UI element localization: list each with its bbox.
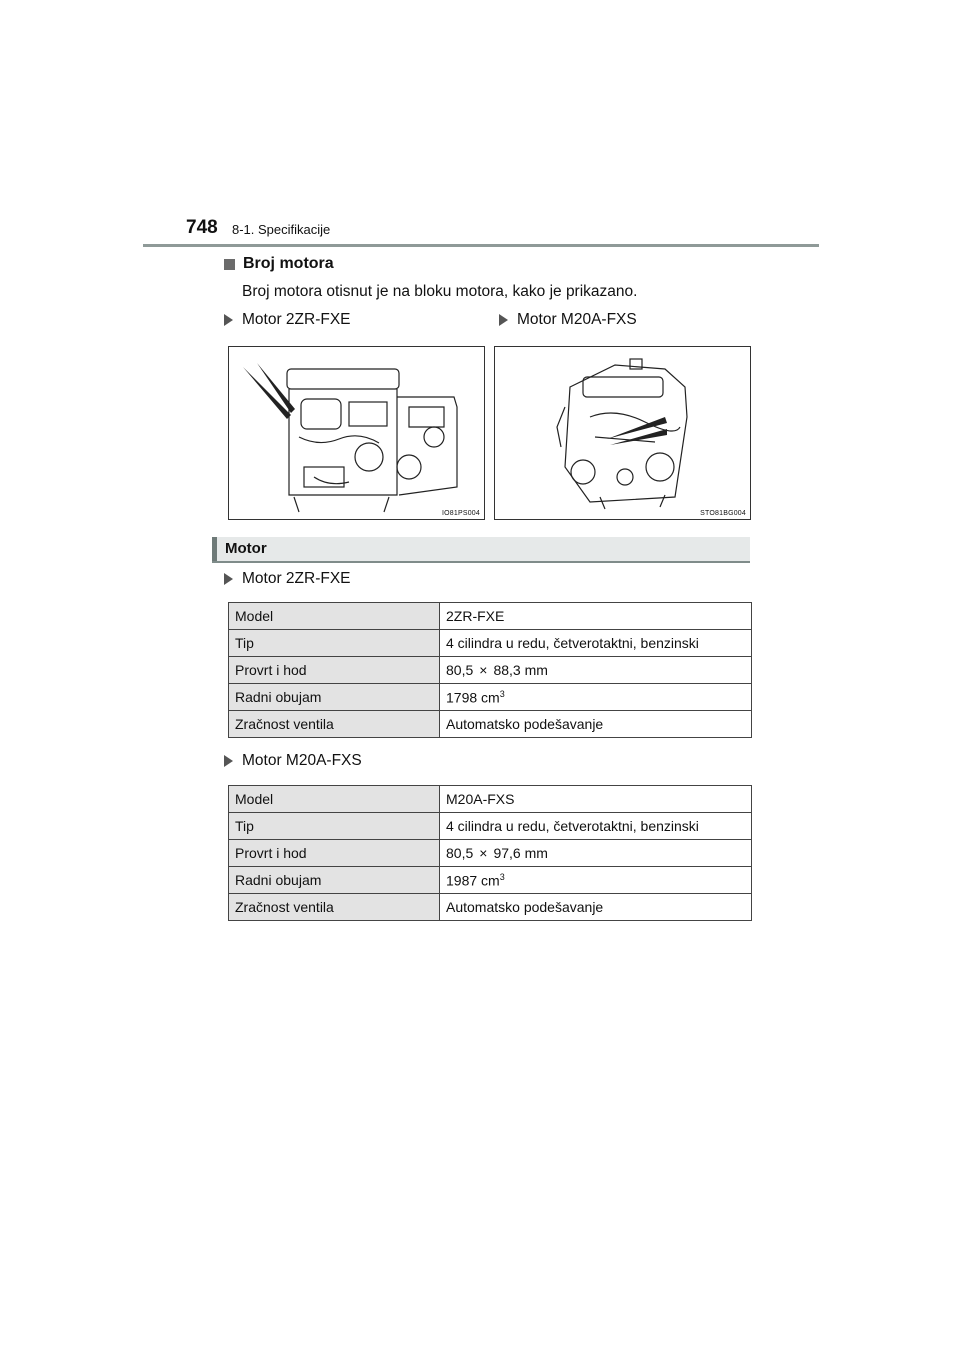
triangle-bullet-icon [224,755,233,767]
stroke-value: 88,3 mm [493,662,548,678]
spec-value: Automatsko podešavanje [440,894,752,921]
engine1-label-text: Motor 2ZR-FXE [242,570,351,587]
table-row [229,603,752,630]
engine1-spec-table [228,602,752,738]
figure-label-left-text: Motor 2ZR-FXE [242,311,351,328]
table-row [229,630,752,657]
table-row [229,894,752,921]
table-row [229,786,752,813]
spec-key: Tip [229,813,440,840]
table-row [229,867,752,894]
spec-value: 4 cilindra u redu, četverotaktni, benzinski [440,813,752,840]
engine2-label [224,752,362,770]
chapter-title: 8-1. Specifikacije [232,222,331,237]
spec-value [440,867,752,894]
section-accent-bar [212,537,217,561]
triangle-bullet-icon [224,573,233,585]
spec-value [440,840,752,867]
figure-label-right-text: Motor M20A-FXS [517,311,637,328]
figure-label-right [499,311,637,329]
spec-value: M20A-FXS [440,786,752,813]
spec-key: Model [229,786,440,813]
motor-section-header [212,537,750,563]
spec-value [440,657,752,684]
bore-value: 80,5 [446,662,474,678]
table-row [229,684,752,711]
spec-key: Radni obujam [229,867,440,894]
engine2-label-text: Motor M20A-FXS [242,752,362,769]
spec-value: 4 cilindra u redu, četverotaktni, benzinski [440,630,752,657]
spec-value [440,684,752,711]
spec-key: Model [229,603,440,630]
displacement-value: 1798 cm [446,689,500,706]
engine-number-heading [224,255,334,273]
spec-key: Provrt i hod [229,657,440,684]
spec-key: Radni obujam [229,684,440,711]
engine1-label [224,570,351,588]
spec-value: 2ZR-FXE [440,603,752,630]
table-row [229,840,752,867]
page-number: 748 [186,217,218,238]
superscript: 3 [499,688,505,699]
spec-key: Zračnost ventila [229,711,440,738]
engine-m20a-illustration [495,347,750,519]
spec-key: Zračnost ventila [229,894,440,921]
spec-key: Tip [229,630,440,657]
motor-section-title: Motor [225,540,267,557]
figure-code-left: IO81PS004 [442,510,480,517]
engine-2zr-illustration [229,347,484,519]
figure-label-left [224,311,351,329]
table-row [229,711,752,738]
times-sign: × [479,662,488,678]
header-rule [143,244,819,247]
triangle-bullet-icon [499,314,508,326]
square-bullet-icon [224,259,235,270]
bore-value: 80,5 [446,845,474,861]
engine-2zr-figure [228,346,485,520]
times-sign: × [479,845,488,861]
triangle-bullet-icon [224,314,233,326]
superscript: 3 [499,871,505,882]
spec-key: Provrt i hod [229,840,440,867]
engine2-spec-table [228,785,752,921]
stroke-value: 97,6 mm [493,845,548,861]
displacement-value: 1987 cm [446,872,500,889]
table-row [229,813,752,840]
spec-value: Automatsko podešavanje [440,711,752,738]
engine-number-heading-text: Broj motora [243,255,334,272]
engine-m20a-figure [494,346,751,520]
engine-number-text: Broj motora otisnut je na bloku motora, kako je prikazano. [242,283,638,300]
table-row [229,657,752,684]
figure-code-right: STO81BG004 [700,510,746,517]
